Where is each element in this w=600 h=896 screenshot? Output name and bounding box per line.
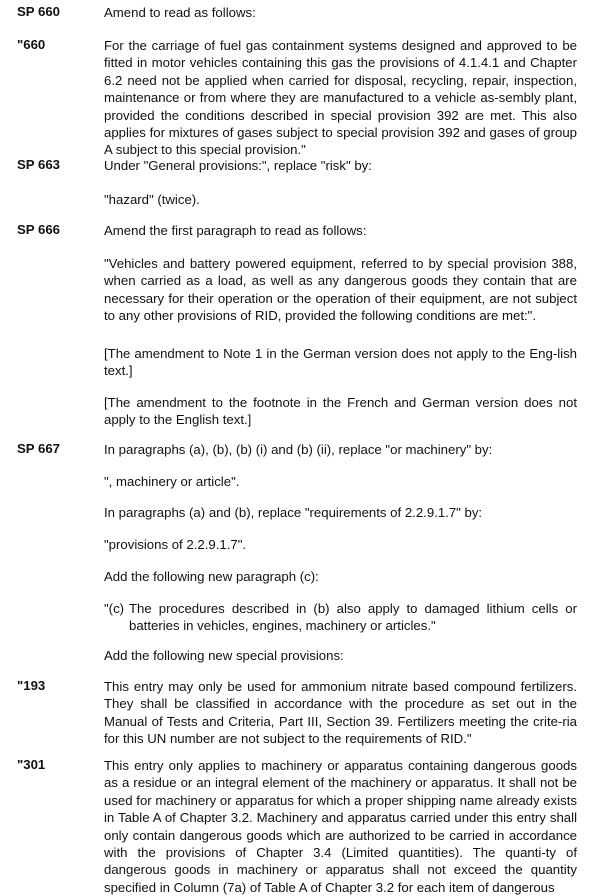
- sub-paragraph-mark: "(c): [104, 601, 125, 616]
- paragraph: [The amendment to the footnote in the French and German version does not apply to the English text.]: [104, 395, 577, 428]
- paragraph: Under "General provisions:", replace "risk" by:: [104, 158, 372, 173]
- paragraph: Add the following new special provisions:: [104, 648, 344, 663]
- paragraph: "provisions of 2.2.9.1.7".: [104, 537, 247, 552]
- paragraph: Amend to read as follows:: [104, 5, 256, 20]
- paragraph: Amend the first paragraph to read as follows:: [104, 223, 367, 238]
- entry-label: SP 660: [17, 4, 61, 19]
- paragraph: This entry may only be used for ammonium nitrate based compound fertilizers. They shall be classified in accordance with the procedure as set out in the Manual of Tests and Criteria, Part III, Section 39. Fertilizers meeting the crite-ria for this UN number are not subject to the requirements of RID.": [104, 679, 577, 747]
- paragraph: For the carriage of fuel gas containment systems designed and approved to be fitted in motor vehicles containing this gas the provisions of 4.1.4.1 and Chapter 6.2 need not be applied when carried for disposal, recycling, repair, inspection, maintenance or from where they are manufactured to a vehicle as-sembly plant, provided the conditions described in special provision 392 are met. This also applies for mixtures of gases subject to special provision 392 and gases of group A subject to this special provision.": [104, 38, 577, 158]
- entry-label: "301: [17, 757, 46, 772]
- entry-label: "193: [17, 678, 46, 693]
- paragraph: ", machinery or article".: [104, 474, 240, 489]
- paragraph: [The amendment to Note 1 in the German version does not apply to the Eng-lish text.]: [104, 346, 577, 379]
- paragraph: Add the following new paragraph (c):: [104, 569, 319, 584]
- paragraph: This entry only applies to machinery or apparatus containing dangerous goods as a residue or an integral element of the machinery or apparatus. It shall not be used for machinery or apparatus for which a proper shipping name already exists in Table A of Chapter 3.2. Machinery and apparatus carried under this entry shall only contain dangerous goods which are authorized to be carried in accordance with the provisions of Chapter 3.4 (Limited quantities). The quanti-ty of dangerous goods in machinery or apparatus shall not exceed the quantity specified in Column (7a) of Table A of Chapter 3.2 for each item of dangerous: [104, 758, 577, 895]
- entry-label: SP 667: [17, 441, 61, 456]
- sub-paragraph-text: The procedures described in (b) also apply to damaged lithium cells or batteries in vehicles, engines, machinery or articles.": [129, 601, 577, 634]
- paragraph: "Vehicles and battery powered equipment, referred to by special provision 388, when carried as a load, as well as any dangerous goods they contain that are necessary for their operation or the operation of their equipment, are not subject to any other provisions of RID, provided the following conditions are met:".: [104, 256, 577, 324]
- paragraph: In paragraphs (a) and (b), replace "requirements of 2.2.9.1.7" by:: [104, 505, 483, 520]
- entry-label: SP 663: [17, 157, 61, 172]
- paragraph: "hazard" (twice).: [104, 192, 200, 207]
- paragraph: In paragraphs (a), (b), (b) (i) and (b) (ii), replace "or machinery" by:: [104, 442, 493, 457]
- entry-label: "660: [17, 37, 46, 52]
- entry-label: SP 666: [17, 222, 61, 237]
